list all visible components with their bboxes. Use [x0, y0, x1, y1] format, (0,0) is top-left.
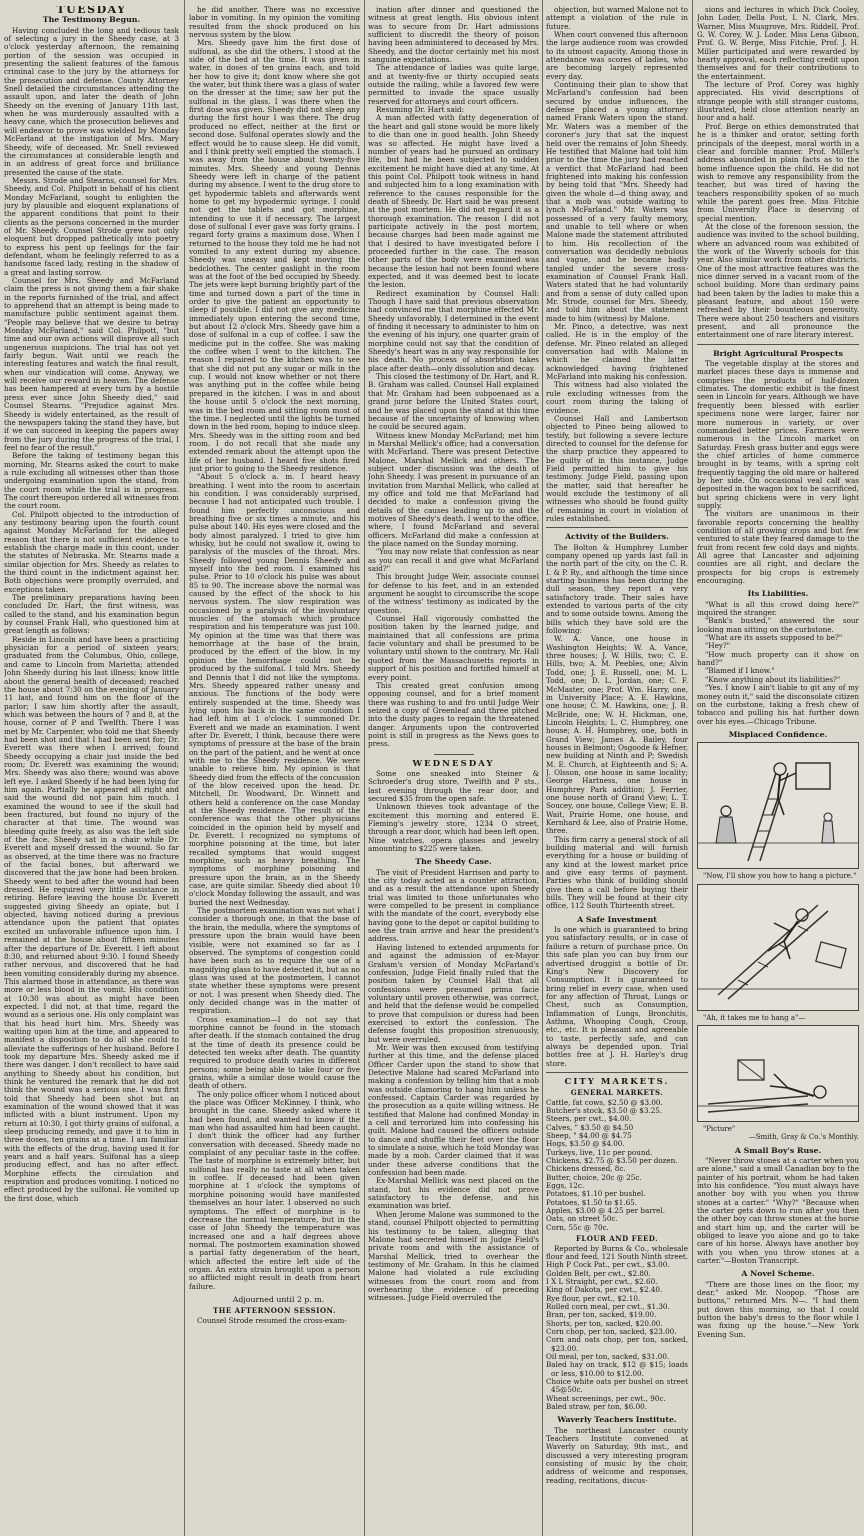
paragraph: This brought Judge Weir, associate counsel for defense to his feet, and in an extended argument he sought to circumscribe the scope of the witness' testimony as indicated by the question.: [368, 572, 539, 615]
article-heading: Bright Agricultural Prospects: [713, 348, 843, 358]
paragraph: When Jerome Malone was summoned to the stand, counsel Philpott objected to permitting his testimony to be taken, alleging that Malone had secreted himself in Judge Field's private room and with the assistance of Marshal Mellick, tried to overhear the testimony of Mr. Graham. In this he claimed Malone had violated a rule excluding witnesses from the court room and from overhearing the evidence of preceding witnesses. Judge Field overruled the: [368, 1209, 539, 1303]
market-line: Cattle, fat cows, $2.50 @ $3.00.: [546, 1097, 663, 1107]
ladder-falling-illustration: [698, 885, 858, 1010]
market-line: Rolled corn meal, per cwt., $1.30.: [546, 1301, 670, 1311]
paragraph: The attendance of ladies was quite large, and at twenty-five or thirty occupied seats outside the railing, while a favored few were permitted to invade the space usually reserved for attorneys and court officers.: [368, 63, 539, 106]
paragraph: Messrs. Strode and Stearns, counsel for Mrs. Sheedy, and Col. Philpott in behalf of his client Monday McFarland, sought to enlighten the jury by plausible and eloquent explanations of the apparent conditions that point to their clients as the persons concerned in the murder of Mr. Sheedy. Counsel Strode grew not only eloquent but dropped pathetically into poetry to express his pent up feelings for the fair defendant, whom he feelingly referred to as a handsome faced lady, resting in the shadow of a great and lasting sorrow.: [4, 175, 179, 277]
paragraph: sions and lectures in which Dick Cooley, John Loder, Della Post, I. N. Clark, Mrs. Warner, Miss Musgrove, Mrs. Riddell, Prof. G. W. Corey, W. J. Loder, Miss Lena Gibson, Prof. G. W. Berge, Miss Fitchie, Prof. J. H. Miller participated and were rewarded by hearty approval, each reflecting credit upon themselves and for their contributions to the entertainment.: [697, 6, 859, 81]
column-1: [4, 6, 179, 1530]
paragraph: "Hey?": [705, 641, 731, 651]
market-line: Steers, per cwt., $4.00.: [546, 1114, 632, 1124]
column-5: [697, 6, 859, 1530]
paragraph: Mrs. Sheedy gave him the first dose of sulfonal, as she did the others. I stood at the side of the bed at the time. It was given in water, in doses of ten grains each, and told her how to give it; dont know where she got the water, but think there was a glass of water on the dresser at the time; saw her put the sulfonal in the glass. I was there when the first dose was given. Sheedy did not sleep any during the first hour I was there. The drug produced no effect, neither at the first or second dose. Sulfonal operates slowly and the effect would be to cause sleep. He did vomit, and I think pretty well emptied the stomach. I was away from the house about twenty-five minutes. Mrs. Sheedy and young Dennis Sheedy were left in charge of the patient during my absence. I went to the drug store to get hypodermic tablets and afterwards went home to get my hypodermic syringe. I could not get the tablets and got morphine, intending to use it if necessary. The largest dose of sulfonal I ever gave was forty grains. I regard forty grains a maximum dose. When I returned to the house they told me he had not vomited to any extent during my absence. Sheedy was uneasy and kept moving the bedclothes. The center gaslight in the room was at the foot of the bed occupied by Sheedy. The jets were kept burning brightly part of the time and turned down a part of the time in order to give the patient an opportunity to sleep if possible. I did not give any medicine immediately upon entering the second time, but about 12 o'clock Mrs. Sheedy gave him a dose of sulfonal in a cup of coffee. I saw the medicine put in the coffee. She was making the coffee when I went to the kitchen. The reason I repaired to the kitchen was to see that she did not put any sugar or milk in the cup. I would not know whether or not there was anything put in the coffee while being prepared in the kitchen. I was in and about the house until 5 o'clock the next morning, was in the bed room and sitting room most of the time. I neglected until the lights be turned down in the bed room, hoping to induce sleep. Mrs. Sheedy was in the sitting room and bed room. I do not recall that she made any extended remark about the attempt upon the life of her husband. I heard five shots fired just prior to going to the Sheedy residence.: [189, 38, 360, 473]
paragraph: Redirect examination by Counsel Hall: Though I have said that previous observation had convinced me that morphine effected Mr. Sheedy unfavorably, I determined in the event of finding it necessary to administer to him on the evening of his injury, one quarter grain of morphine could not say that the condition of Sheedy's heart was in any way responsible for his death. No process of absorbtion takes place after death—only dissolution and decay.: [368, 288, 539, 373]
paragraph: Mr. Pinco, a detective, was next called. He is in the employ of the defense. Mr. Pineo related an alleged conversation had with Malone in which he claimed the latter acknowledged having frightened McFarland into making his confession.: [546, 322, 688, 382]
paragraph: Having concluded the long and tedious task of selecting a jury in the Sheedy case, at 3 o'clock yesterday afternoon, the remaining portion of the session was occupied in presenting the salient features of the famous criminal case to the jury by the attorneys for the prosecution and defense. County Attorney Snell detailed the circumstances attending the assault upon, and later the death of John Sheedy on the evening of January 11th last, when he was murderously assaulted with a heavy cane, which the prosecution believes and will endeavor to prove was wielded by Monday McFarland at the instigation of Mrs. Mary Sheedy, wife of deceased. Mr. Snell reviewed the circumstances at considerable length and in an address of great force and brilliance presented the cause of the state.: [4, 25, 179, 177]
market-line: Chickens, $2.75 @ $3.50 per dozen.: [546, 1156, 678, 1166]
cartoon-caption: "Now, I'll show you how to hang a picture.": [703, 872, 857, 881]
column-rule: [692, 0, 693, 1536]
market-line: High P Cock Pat., per cwt., $3.00.: [546, 1260, 670, 1270]
market-line: Hogs, $3.50 @ $4.00.: [546, 1139, 625, 1149]
divider: [697, 344, 859, 345]
column-4: [546, 6, 688, 1530]
paragraph: W. A. Vance, one house in Washington Heights; W. A. Vance, three houses; J. W. Hills, two; C. E. Hills, two; A. M. Peebles, one; Alvin Todd, one; J. E. Russell, one; M. L. Todd, one; D. L. Jordan, one; C. F. McMaster, one; Prof. Wm. Harry, one, in University Place; A. E. Hawkins, one house; C. M. Hawkins, one; J. B. McBride, one; W. H. Hickman, one, Lincoln Heights; L. C. Humphrey, one house; A. H. Humphrey, one, both in Grand View; James A. Bailey, four houses in Belmont; Osgoode & Hefner, new building at Ninth and P; Swedish M. E. Church, at Eighteenth and S; A. J. Olsson, one house in same locality; George Hartness, one house in Humphrey Park addition; J. Ferrier, one house north of Grand View; L. T. Soucey, one house, College View; E. B. Wait, Prairie Home, one house, and Kernhard & Lee, also of Prairie Home, three.: [546, 634, 688, 836]
paragraph: "What is all this crowd doing here?" inquired the stranger.: [697, 599, 859, 618]
paragraph: Having listened to extended arguments for and against the admission of ex-Mayor Graham's version of Monday McFarland's confession, Judge Field finally ruled that the position taken by Counsel Hall that all confessions were presumed prima facie voluntary until proven otherwise, was correct, and held that the defense would be compelled to prove that compulsion or duress had been exercised to extort the confession. The defense fought this proposition strenuously, but were overruled.: [368, 942, 539, 1044]
market-line: Oats, on street 50c.: [546, 1214, 618, 1224]
day-heading: TUESDAY: [56, 6, 127, 16]
cartoon-caption: "Ah, it takes me to hang a"—: [703, 1013, 806, 1022]
article-heading: A Safe Investment: [577, 914, 657, 924]
paragraph: This closed the testimony of Dr. Hart, and R. B. Graham was called. Counsel Hall explained that Mr. Graham had been subpoenaed as a grand juror before the United States court, and he was placed upon the stand at this time because of the uncertainty of knowing when he could be secured again.: [368, 372, 539, 432]
article-heading: Waverly Teachers Institute.: [557, 1415, 677, 1425]
paragraph: The only police officer whom I noticed about the place was Officer McKinney. I think, who brought in the cane. Sheedy asked where it had been found, and wanted to know if the man who had assaulted him had been caught. I don't think the officer had any further conversation with deceased. Sheedy made no complaint of any peculiar taste in the coffee. The taste of morphine is extremely bitter, but sulfonal has really no taste at all when taken in coffee. If deceased had been given morphine at 1 o'clock the symptoms of morphine poisoning would have manifested themselves an hour later. I observed no such symptoms. The effect of morphine is to decrease the normal temperature, but in the case of John Sheedy the temperature was increased one and a half degrees above normal. The postmortem examination showed a partial fatty degeneration of the heart, which affected the entire left side of the organ. An extra strain brought upon a person so afflicted might result in death from heart failure.: [189, 1089, 360, 1291]
column-rule: [542, 0, 543, 1536]
column-rule: [364, 0, 365, 1536]
paragraph: objection, but warned Malone not to attempt a violation of the rule in future.: [546, 6, 688, 31]
market-line: King of Dakota, per cwt., $2.40.: [546, 1285, 663, 1295]
paragraph: Unknown thieves took advantage of the excitement this morning and entered E. Fleming's jewelry store, 1234 O street, through a rear door, which had been left open. Nine watches, opera glasses and jewelry amounting to $225 were taken.: [368, 802, 539, 854]
paragraph: The postmortem examination was not what I consider a thorough one, in that the base of the brain, the medulla, where the symptoms of pressure upon the brain would have been visible, were not examined so far as I observed. The symptoms of congestion could have been such as to require the use of a magnifying glass to have detected it, but as no glass was used at the postmortem, I cannot state whether these symptoms were present or not. I was present when Sheedy died. The only decided change was in the matter of respiration.: [189, 906, 360, 1016]
paragraph: Resuming Dr. Hart said:: [376, 105, 465, 115]
man-on-ladder-illustration: [698, 743, 858, 868]
cartoon-panel-1: [697, 742, 859, 869]
paragraph: At the close of the forenoon session, the audience was invited to the school building, where an advanced room was exhibited of the work of the Waverly schools for this year. Also similar work from other districts. One of the most attractive features was the nice dinner served in a vacant room of the school building. More than ordinary pains had been taken by the ladies to make this a pleasant feature, and about 150 were refreshed by their bounteous generosity. There were about 250 teachers and visitors present, and all pronounce the entertainment one of rare literary interest.: [697, 221, 859, 340]
paragraph: The northeast Lancaster county Teachers Institute convened at Waverly on Saturday, 9th inst., and discussed a very interesting program consisting of music by the choir, address of welcome and responses, reading, recitations, discus-: [546, 1425, 688, 1485]
paragraph: The preliminary preparations having been concluded Dr. Hart, the first witness, was called to the stand, and his examination begun by counsel Frank Hall, who questioned him at great length as follows:: [4, 593, 179, 636]
adjourned-note: Adjourned until 2 p. m.: [232, 1294, 325, 1304]
article-heading: The Sheedy Case.: [415, 857, 492, 867]
market-line: Turkeys, live, 11c per pound.: [546, 1147, 653, 1157]
paragraph: "You may now relate that confession as near as you can recall it and give what McFarland said?": [368, 547, 539, 574]
paragraph: When court convened this afternoon the large audience room was crowded to its utmost capacity. Among those in attendance was scores of ladies, who are becoming largely represented every day.: [546, 30, 688, 81]
cartoon-caption: "Picture": [703, 1124, 736, 1133]
market-line: Baled straw, per ton, $6.00.: [546, 1402, 648, 1412]
article-heading: A Novel Scheme.: [741, 1269, 815, 1279]
article-heading: Misplaced Confidence.: [728, 729, 828, 739]
paragraph: ination after dinner and questioned the witness at great length. His obvious intent was to secure from Dr. Hart admissions sufficient to discredit the theory of poison having been administered to deceased by Mrs. Sheedy, and the doctor certainly met his most sanguine expectations.: [368, 6, 539, 65]
paragraph: "Bank's busted," answered the sour looking man sitting on the curbstone.: [697, 616, 859, 634]
paragraph: This firm carry a general stock of all building material and will furnish everything for a house or building of any kind at the lowest market price and give easy terms of payment. Parties who think of building should give them a call before buying their bills. They will be found at their city office, 112 South Thirteenth street.: [546, 834, 688, 911]
article-heading: A Small Boy's Ruse.: [734, 1145, 822, 1155]
paragraph: Before the taking of testimony began this morning, Mr. Stearns asked the court to make a rule excluding all witnesses other than those undergoing examination upon the stand, from the court room while the trial is in progress. The court thereupon ordered all witnesses from the court room.: [4, 451, 179, 511]
paragraph: Is one which is guaranteed to bring you satisfactory results, or in case of failure a return of purchase price. On this safe plan you can buy from our advertised druggist a bottle of Dr. King's New Discovery for Consumption. It is guaranteed to bring relief in every case, when used for any affection of Throat, Lungs or Chest, such as Consumption, Inflammation of Lungs, Bronchitis, Asthma, Whooping Cough, Croup, etc., etc. It is pleasant and agreeable to taste, perfectly safe, and can always be depended upon. Trial bottles free at J. H. Harley's drug store.: [546, 925, 688, 1068]
paragraph: The Bolton & Humphrey Lumber company opened up yards last fall in the north part of the city, on the C. R. I. & P. Ry., and although the time since starting business has been during the dull season, they report a very satisfactory trade. Their sales have extended to various parts of the city and to some outside towns. Among the bills which they have sold are the following:: [546, 542, 688, 636]
cartoon-panel-2: [697, 884, 859, 1011]
paragraph: "About 5 o'clock a. m. I heard heavy breathing. I went into the room to ascertain his condition. I was considerably surprised, because I had not anticipated such trouble. I found him perfectly unconscious and breathing five or six times a minute, and his pulse about 140. His eyes were closed and the body almost paralyzed. I tried to give him whisky, but he could not swallow it, owing to paralysis of the muscles of the throat. Mrs. Sheedy followed young Dennis Sheedy and myself into the bed room. I examined his pulse. Prior to 10 o'clock his pulse was about 85 to 90. The increase above the normal was caused by the effect of the shock to his nervous system. The slow respiration was occasioned by a paralysis of the involuntary muscles of the stomach which produce respiration and his temperature was just 100. My opinion at the time was that there was hemorrhage at the base of the brain, produced by the effect of the blow. In my opinion the hemorrhage could not be produced by the sulfonal. I told Mrs. Sheedy and Dennis that I did not like the symptoms. Mrs. Sheedy appeared rather uneasy and anxious. The functions of the body were entirely suspended at the time. Sheedy was lying upon his back in the same condition I had left him at 1 o'clock. I summoned Dr. Everett and we made an examination. I went after Dr. Everett, I think, because there were symptoms of pressure at the base of the brain on the part of the patient, and he went at once with me to the Sheedy residence. We were unable to relieve him. My opinion is that Sheedy died from the effects of the concussion of the blow received upon the head. Dr. Mitchell, Dr. Woodward, Dr. Winnett and others held a conference on the case Monday at the Sheedy residence. The result of the conference was that the other physicians coincided in the opinion held by myself and Dr. Everett. I recognized no symptoms of morphine poisoning at the time, but later recalled symptoms that would suggest morphine, such as heavy breathing. The symptoms of morphine poisoning and pressure upon the brain, as in the Sheedy case, are quite similar. Sheedy died about 10 o'clock Monday following the assault, and was buried the next Wednesday.: [189, 472, 360, 907]
paragraph: "How much property can it show on hand?": [697, 649, 859, 668]
market-line: Sheep, " $4.00 @ $4.75: [546, 1131, 632, 1141]
man-fallen-illustration: [698, 1026, 858, 1121]
paragraph: Continuing their plan to show that McFarland's confession had been secured by undue influences, the defense placed a young attorney named Frank Waters upon the stand. Mr. Waters was a member of the coroner's jury that sat the inquest held over the remains of John Sheedy. He testified that Malone had told him prior to the time the jury had reached a verdict that McFarland had been frightened into making his confession by being told that "Mrs. Sheedy had given the whole d—d thing away, and that a mob was outside waiting to lynch McFarland." Mr. Waters was possessed of a very faulty memory, and unable to tell where or when Malone made the statement attributed to him. His recollection of the conversation was decidedly nebulous and vague, and he became badly tangled under the severe cross-examination of Counsel Frank Hall. Waters stated that he had voluntarily and from a sense of duty called upon Mr. Strode, counsel for Mrs. Sheedy, and told him about the statement made to him (witness) by Malone.: [546, 80, 688, 323]
paragraph: This witness had also violated the rule excluding witnesses from the court room during the taking of evidence.: [546, 380, 688, 415]
paragraph: Reside in Lincoln and have been a practicing physician for a period of sixteen years; graduated from the Columbus, Ohio, college, and came to Lincoln from Marietta; attended John Sheedy during his last illness; know little about the general health of deceased; reached the house about 7:30 on the evening of January 11 last, and found him on the floor of the parlor; I saw him shortly after the assault, which was between the hours of 7 and 8, at the house, corner of P and Twelfth. There I was met by Mr. Carpenter, who told me that Sheedy had been shot and that I had been sent for; Dr. Everett was there when I arrived; found Sheedy occupying a chair just inside the bed room; Dr. Everett was examining the wound; Mrs. Sheedy was also there; wound was above left eye. I asked Sheedy if he had been lying for him again. Partially he appeared all right and said the wound did not pain him much. I examined the wound to see if the skull had been fractured, but found no injury of the character at that time. The wound was bleeding quite freely, as also was the left side of the face. Sheedy sat in a chair while Dr. Everett and myself dressed the wound. So far as observed, at the time there was no fracture of the facial bones, but afterward we discovered that the jaw bone had been broken. Sheedy went to bed after the wound had been dressed. He required very little assistance in retiring. Before leaving the house Dr. Everett suggested giving Sheedy an opiate, but I objected, having noticed during a previous attendance upon the patient that opiates excited an unfavorable influence upon him. I remained at the house about fifteen minutes after the departure of Dr. Everett. I left about 8:30, and returned about 9:30. I found Sheedy rather nervous, and discovered that he had been vomiting considerably during my absence. This alarmed those in attendance, as there was more or less blood in the vomit. His condition at 10:30 was about as might have been expected. I did not, at that time, regard the wound as a serious one. His only complaint was that his head hurt him. Mrs. Sheedy was waiting upon him at the time, and appeared to manifest a disposition to do all she could to alleviate the sufferings of her husband. Before I took my departure Mrs. Sheedy asked me if there was danger. I don't recollect to have said anything to Sheedy about his condition, but think he ventured the remark that he did not think the wound was a serious one. I was first told that Sheedy had been shot but an examination of the wound showed that it was inflicted with a blunt instrument. Upon my return at 10:30, I got thirty grains of sulfonal, a sleep producing remedy, and gave it to him in three doses, ten grains at a time. I am familiar with the effects of the drug, having used it for years and a half years. Sulfonal has a sleep producing effect, and has no after effect. Morphine effects the circulation and respiration and produces vomiting. I noticed no effect produced by the sulfonal. He vomited up the first dose, which: [4, 634, 179, 1203]
divider: [546, 1072, 688, 1073]
paragraph: Prof. Berge on ethics demonstrated that he is a thinker and orator, setting forth principals of the deepest, moral worth in a clear and forcible manner. Prof. Miller's address abounded in plain facts as to the home influence upon the child. He did not wish to remove any responsibility from the teacher, but was tired of having the teachers responsibility spoken of so much while the parent goes free. Miss Fitchie from University Place is deserving of special mention.: [697, 121, 859, 223]
column-3: [368, 6, 539, 1530]
cartoon-panel-3: [697, 1025, 859, 1122]
paragraph: Some one sneaked into Steiner & Schroeder's drug store, Twelfth and P sts., last evening through the rear door, and secured $35 from the open safe.: [368, 768, 539, 803]
market-line: Butter, choice, 20c @ 25c.: [546, 1172, 642, 1182]
paragraph: This created great confusion among opposing counsel, and for a brief moment there was rushing to and fro until Judge Weir seized a copy of Greenleaf and three pitched into the dusty pages to regain the threatened danger. Arguments upon the controverted point is still in progress as the News goes to press.: [368, 680, 539, 749]
paragraph: Cross examination—I do not say that morphine cannot be found in the stomach after death. If the stomach contained the drug at the time of death its presence could be detected ten weeks after death. The quantity required to produce death varies in different persons; some being able to take four or five grains, while a similar dose would cause the death of others.: [189, 1014, 360, 1091]
paragraph: "Blamed if I know.": [705, 666, 775, 676]
section-heading: THE AFTERNOON SESSION.: [213, 1306, 336, 1316]
paragraph: A man affected with fatty degeneration of the heart and gall stone would be more likely to die than one in good health. John Sheedy was so affected. He might have lived a number of years had he pursued an ordinary life, but had he been subjected to sudden excitement he might have died at any time. At this point Col. Philpott took witness in hand and subjected him to a long examination with reference to the causes responsible for the death of Sheedy. Dr. Hart said he was present at the post mortem. He did not regard it as a thorough examination. The reason I did not participate actively in the post mortem, because charges had been made against me that I desired to have investigated before I proceeded further in the case. The reason other parts of the body were examined was because the lesion had not been found where expected, and it was deemed best to locate the lesion.: [368, 113, 539, 290]
market-line: Potatoes, $1.50 to $1.65.: [546, 1197, 637, 1207]
paragraph: The visit of President Harrison and party to the city today acted as a counter attraction, and as a result the attendance upon Sheedy trial was limited to those unfortunates who were compelled to be present in compliance with the mandate of the court, everybody else having gone to the depot or capitol building to see the train arrive and hear the president's address.: [368, 867, 539, 944]
market-list: [546, 1099, 688, 1233]
paragraph: The visitors are unanimous in their favorable reports concerning the healthy condition of all growing crops and but few ventured to state they feared damage to the fruit from recent few cold days and nights. All agree that Lancaster and adjoining counties are all right, and declare the prospects for big crops is extremely encouraging.: [697, 509, 859, 586]
paragraph: Mr. Weir was then excused from testifying further at this time, and the defense placed Officer Carder upon the stand to show that Detective Malone had scared McFarland into making a confession by telling him that a mob was outside clamoring to hang him unless he confessed. Captain Carder was regarded by the prosecution as a quite willing witness. He testified that Malone had confined Monday in a cell and terrorized him into confessing his guilt. Malone had caused the officers outside to dance and shuffle their feet over the floor to simulate a noise, which he told Monday was made by a mob. Carder claimed that it was under these adverse conditions that the confession had been made.: [368, 1042, 539, 1178]
market-line: Golden Belt, per cwt., $2.80.: [546, 1268, 651, 1278]
section-heading: CITY MARKETS.: [564, 1076, 670, 1087]
paragraph: "Never throw stones at a carter when you are alone," said a small Canadian boy to the painter of his portrait, whom he had taken into his confidence. "You must always have another boy with you when you throw stones at a carter." "Why?" "Because when the carter gets down to run after you then the other boy can throw stones at the horse and start him up, and the carter will be obliged to leave you alone and go to take care of his horse. Always have another boy with you when you throw stones at a carter."—Boston Transcript.: [697, 1155, 859, 1266]
paragraph: Counsel Hall vigorously combatted the position taken by the learned judge, and maintained that all confessions are prima facie voluntary and shall be presumed to be voluntary until shown to the contrary. Mr. Hall quoted from the Massachusetts reports in support of his position and fortified himself at every point.: [368, 614, 539, 682]
market-line: Calves, " $3.50 @ $4.50: [546, 1122, 634, 1132]
paragraph: Counsel for Mrs. Sheedy and McFarland claim the press is not giving them a fair shake in the reports furnished of the trial, and affect to apprehend that an attempt is being made to manufacture public sentiment against them. "People may believe that we desire to betray Monday McFarland," said Col. Philpott, "but time and our own actions will disprove all such ungenerous suspicions. The trial has not yet fairly begun. Wait until we reach the interesting features and watch the final result, when our vindication will come. Anyway, we will receive our reward in heaven. The defense has been hampered at every turn by a hostile press ever since John Sheedy died," said Counsel Stearns. "Prejudice against Mrs. Sheedy is widely entertained, as the result of the newspapers taking the stand they have, but if we can succeed in keeping the papers away from the jury during the progress of the trial, I feel no fear of the result.": [4, 276, 179, 452]
paragraph: he did another. There was no excessive labor in vomiting. In my opinion the vomiting resulted from the shock produced on his nervous system by the blow.: [189, 6, 360, 40]
paragraph: Ex-Marshal Mellick was next placed on the stand, but his evidence did not prove satisfactory to the defense, and his examination was brief.: [368, 1176, 539, 1211]
paragraph: Col. Philpott objected to the introduction of any testimony bearing upon the fourth count against Monday McFarland for the alleged reason that there is not sufficient evidence to establish the charge made in this count, under the statutes of Nebraska. Mr. Stearns made a similar objection for Mrs. Sheedy as relates to the third count in the indictment against her. Both objections were promptly overruled, and exceptions taken.: [4, 509, 179, 594]
paragraph: Witness knew Monday McFarland; met him in Marshal Mellick's office; had a conversation with McFarland. There was present Detective Malone, Marshal Mellick and others. The subject under discussion was the death of John Sheedy. I was present in pursuance of an invitation from Marshal Mellick, who called at my office and told me that McFarland had decided to make a confession giving the details of the causes leading up to and the motives of Sheedy's death. I went to the office, where, I found McFarland and several officers. McFarland did make a confession at the place named on the Sunday morning.: [368, 430, 539, 548]
divider: [546, 527, 688, 528]
article-heading: Activity of the Builders.: [565, 532, 669, 542]
paragraph: "What are its assets supposed to be?": [705, 633, 843, 643]
paragraph: The lecture of Prof. Corey was highly appreciated. His vivid descriptions of strange people with still stranger customs, illustrated, held close attention nearly an hour and a half.: [697, 80, 859, 123]
subsection-heading: FLOUR AND FEED.: [575, 1234, 659, 1244]
market-line: Corn and oats chop, per ton, sacked, $23.00.: [546, 1335, 688, 1353]
market-line: Oil meal, per ton, sacked, $31.00.: [546, 1351, 670, 1361]
paragraph: The vegetable display at the stores and market places these days is immense and comprises the products of half-dozen climates. The domestic exhibit is the finest seen in Lincoln for years. Although we have frequently been blessed with earlier specimens none were larger, fairer nor more numerous in variety, or over commanded better prices. Farmers were numerous in the Lincoln market on Saturday. Fresh grass butter and eggs were the chief articles of home commerce brought in by teams, with a spring colt frequently tagging the old mare or haltered by her side. On occasional veal calf was deposited in the wagon box to be sacrificed, but spring chickens were in very light supply.: [697, 359, 859, 510]
column-rule: [184, 0, 185, 1536]
article-heading: Its Liabilities.: [747, 589, 809, 599]
paragraph: Reported by Burns & Co., wholesale flour and feed, 121 South Ninth street.: [546, 1243, 688, 1261]
market-line: Baled hay on track, $12 @ $15; loads or less, $10.00 to $12.00.: [546, 1360, 688, 1378]
paragraph: "Yes. I know I ain't liable to git any of my money outn it," said the disconsolate citizen on the curbstone, taking a fresh chew of tobacco and pulling his hat further down over his eyes.—Chicago Tribune.: [697, 683, 859, 726]
divider: [434, 754, 474, 755]
paragraph: "Know anything about its liabilities?": [705, 674, 841, 684]
market-line: Rye flour, per cwt., $2.10.: [546, 1293, 641, 1303]
market-line: Eggs, 12c.: [546, 1181, 585, 1191]
market-line: Shorts, per ton, sacked, $20.00.: [546, 1318, 663, 1328]
market-line: Wheat screenings, per cwt., 90c.: [546, 1393, 666, 1403]
market-line: Corn chop, per ton, sacked, $23.00.: [546, 1326, 677, 1336]
column-2: [189, 6, 360, 1530]
cartoon-credit: —Smith, Gray & Co.'s Monthly.: [748, 1133, 859, 1142]
article-heading: The Testimony Begun.: [42, 15, 141, 25]
paragraph: "There are those lines on the floor, my dear," asked Mr. Noopop. "Those are buttons," returned Mrs. N—. "I had them put down this morning, so that I could button the baby's dress to the floor while I was fixing up the house."—New York Evening Sun.: [697, 1279, 859, 1339]
market-line: Butcher's stock, $3.50 @ $3.25.: [546, 1106, 663, 1115]
flour-list: [546, 1261, 688, 1411]
paragraph: Counsel Strode resumed the cross-exam-: [197, 1315, 347, 1325]
market-line: Choice white oats per bushel on street 45@50c.: [546, 1377, 688, 1395]
day-heading: WEDNESDAY: [412, 758, 495, 769]
market-line: I X L Straight, per cwt., $2.60.: [546, 1276, 658, 1286]
subsection-heading: GENERAL MARKETS.: [570, 1088, 664, 1098]
paragraph: Counsel Hall and Lambertson objected to Pineo being allowed to testify, but following a severe lecture directed to counsel for the defense for the sharp practice they appeared to be guilty of in this instance, Judge Field permitted him to give his testimony. Judge Field, passing upon the matter, said that hereafter he would exclude the testimony of all witnesses who should be found guilty of remaining in court in violation of rules established.: [546, 413, 688, 523]
market-line: Chickens dressed, 8c.: [546, 1164, 626, 1174]
market-line: Corn, 55c @ 70c.: [546, 1222, 609, 1232]
market-line: Potatoes, $1.10 per bushel.: [546, 1189, 646, 1199]
market-line: Apples, $3.00 @ 4.25 per barrel.: [546, 1206, 665, 1216]
market-line: Bran, per ton, sacked, $19.00.: [546, 1310, 657, 1320]
